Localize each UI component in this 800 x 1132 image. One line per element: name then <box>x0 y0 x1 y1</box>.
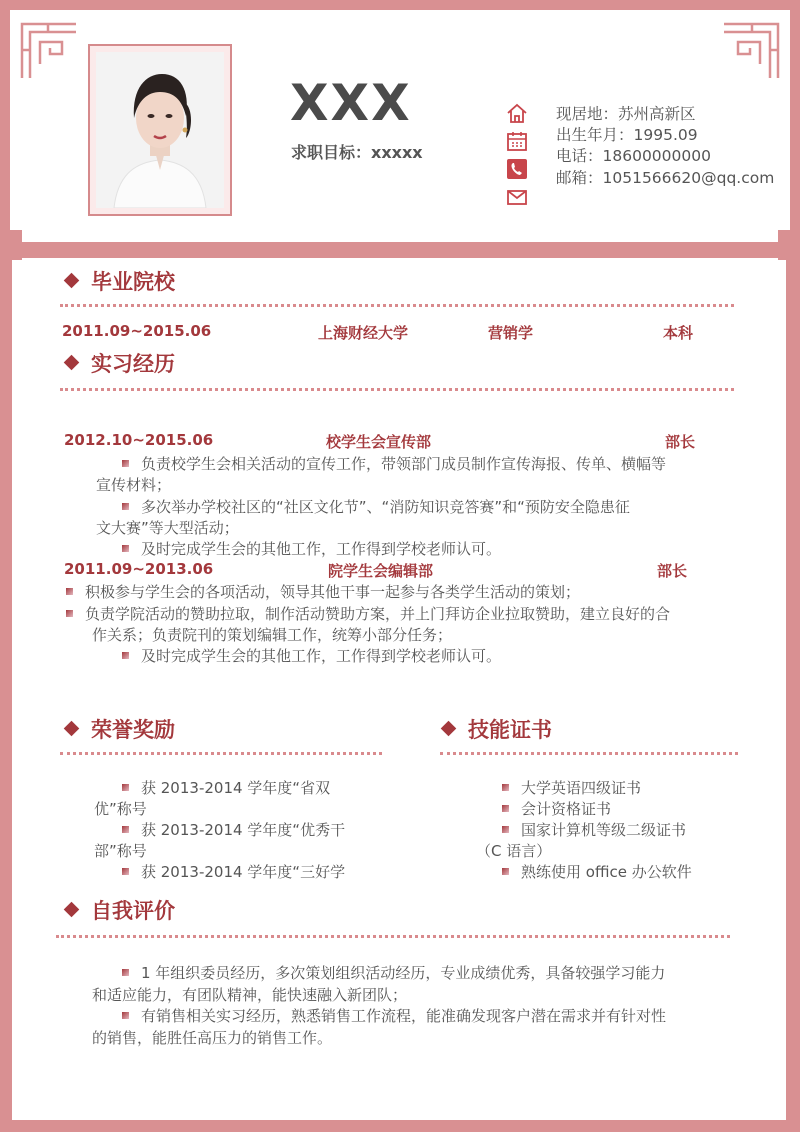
bullet-icon <box>502 868 509 875</box>
bullet-icon <box>502 784 509 791</box>
list-item-continuation: （C 语言） <box>476 842 552 860</box>
job-role: 部长 <box>657 562 688 580</box>
job-period: 2012.10~2015.06 <box>64 431 214 449</box>
dotted-divider <box>60 752 382 755</box>
list-item-continuation: 部”称号 <box>94 842 147 860</box>
calendar-icon <box>506 130 528 152</box>
list-item-continuation: 和适应能力，有团队精神，能快速融入新团队； <box>92 986 408 1004</box>
panel-notch <box>0 230 22 260</box>
bullet-icon <box>66 610 73 617</box>
dotted-divider <box>60 304 734 307</box>
list-item-continuation: 优”称号 <box>94 800 147 818</box>
dotted-divider <box>440 752 738 755</box>
education-school: 上海财经大学 <box>318 324 409 342</box>
contact-email: 邮箱：1051566620@qq.com <box>556 169 775 187</box>
list-item-continuation: 宣传材料； <box>96 476 172 494</box>
corner-ornament-icon <box>18 20 78 80</box>
list-item: 多次举办学校社区的“社区文化节”、“消防知识竞答赛”和“预防安全隐患征 <box>122 496 630 517</box>
education-major: 营销学 <box>488 324 534 342</box>
list-item-continuation: 的销售，能胜任高压力的销售工作。 <box>92 1029 333 1047</box>
list-item: 积极参与学生会的各项活动，领导其他干事一起参与各类学生活动的策划； <box>66 581 580 602</box>
list-item: 1 年组织委员经历，多次策划组织活动经历，专业成绩优秀，具备较强学习能力 <box>122 962 665 983</box>
bullet-icon <box>122 969 129 976</box>
dotted-divider <box>56 935 730 938</box>
mail-icon <box>506 186 528 208</box>
home-icon <box>506 102 528 124</box>
section-title-honors: 荣誉奖励 <box>66 714 175 744</box>
portrait-icon <box>96 52 224 208</box>
job-role: 部长 <box>665 433 696 451</box>
section-title-skills: 技能证书 <box>443 714 552 744</box>
bullet-icon <box>122 784 129 791</box>
profile-photo <box>88 44 232 216</box>
list-item: 大学英语四级证书 <box>502 777 641 798</box>
list-item: 会计资格证书 <box>502 798 611 819</box>
bullet-icon <box>122 503 129 510</box>
list-item: 获 2013-2014 学年度“省双 <box>122 777 330 798</box>
list-item: 获 2013-2014 学年度“三好学 <box>122 861 345 882</box>
list-item: 及时完成学生会的其他工作，工作得到学校老师认可。 <box>122 645 501 666</box>
section-title-self-evaluation: 自我评价 <box>66 895 175 925</box>
diamond-icon <box>64 902 80 918</box>
contact-address: 现居地：苏州高新区 <box>556 105 696 123</box>
list-item: 获 2013-2014 学年度“优秀干 <box>122 819 345 840</box>
list-item-continuation: 作关系；负责院刊的策划编辑工作，统筹小部分任务； <box>92 626 453 644</box>
contact-phone: 电话：18600000000 <box>556 147 711 165</box>
diamond-icon <box>64 721 80 737</box>
bullet-icon <box>122 826 129 833</box>
section-title-education: 毕业院校 <box>66 266 175 296</box>
phone-icon <box>506 158 528 180</box>
dotted-divider <box>60 388 734 391</box>
panel-notch <box>778 230 800 260</box>
job-org: 院学生会编辑部 <box>328 562 434 580</box>
corner-ornament-icon <box>722 20 782 80</box>
list-item: 负责学院活动的赞助拉取，制作活动赞助方案，并上门拜访企业拉取赞助，建立良好的合 <box>66 603 670 624</box>
list-item: 及时完成学生会的其他工作，工作得到学校老师认可。 <box>122 538 501 559</box>
bullet-icon <box>502 805 509 812</box>
job-objective: 求职目标：xxxxx <box>291 143 423 162</box>
contact-birth: 出生年月：1995.09 <box>556 126 698 144</box>
section-title-internship: 实习经历 <box>66 348 175 378</box>
bullet-icon <box>122 652 129 659</box>
education-period: 2011.09~2015.06 <box>62 322 212 340</box>
bullet-icon <box>66 588 73 595</box>
diamond-icon <box>64 273 80 289</box>
bullet-icon <box>502 826 509 833</box>
list-item: 负责校学生会相关活动的宣传工作，带领部门成员制作宣传海报、传单、横幅等 <box>122 453 666 474</box>
job-org: 校学生会宣传部 <box>326 433 432 451</box>
list-item-continuation: 文大赛”等大型活动； <box>96 519 239 537</box>
education-degree: 本科 <box>663 324 694 342</box>
candidate-name: XXX <box>290 74 412 132</box>
list-item: 有销售相关实习经历，熟悉销售工作流程，能准确发现客户潜在需求并有针对性 <box>122 1005 666 1026</box>
bullet-icon <box>122 1012 129 1019</box>
list-item: 熟练使用 office 办公软件 <box>502 861 692 882</box>
diamond-icon <box>441 721 457 737</box>
diamond-icon <box>64 355 80 371</box>
list-item: 国家计算机等级二级证书 <box>502 819 686 840</box>
bullet-icon <box>122 545 129 552</box>
job-period: 2011.09~2013.06 <box>64 560 214 578</box>
bullet-icon <box>122 868 129 875</box>
bullet-icon <box>122 460 129 467</box>
